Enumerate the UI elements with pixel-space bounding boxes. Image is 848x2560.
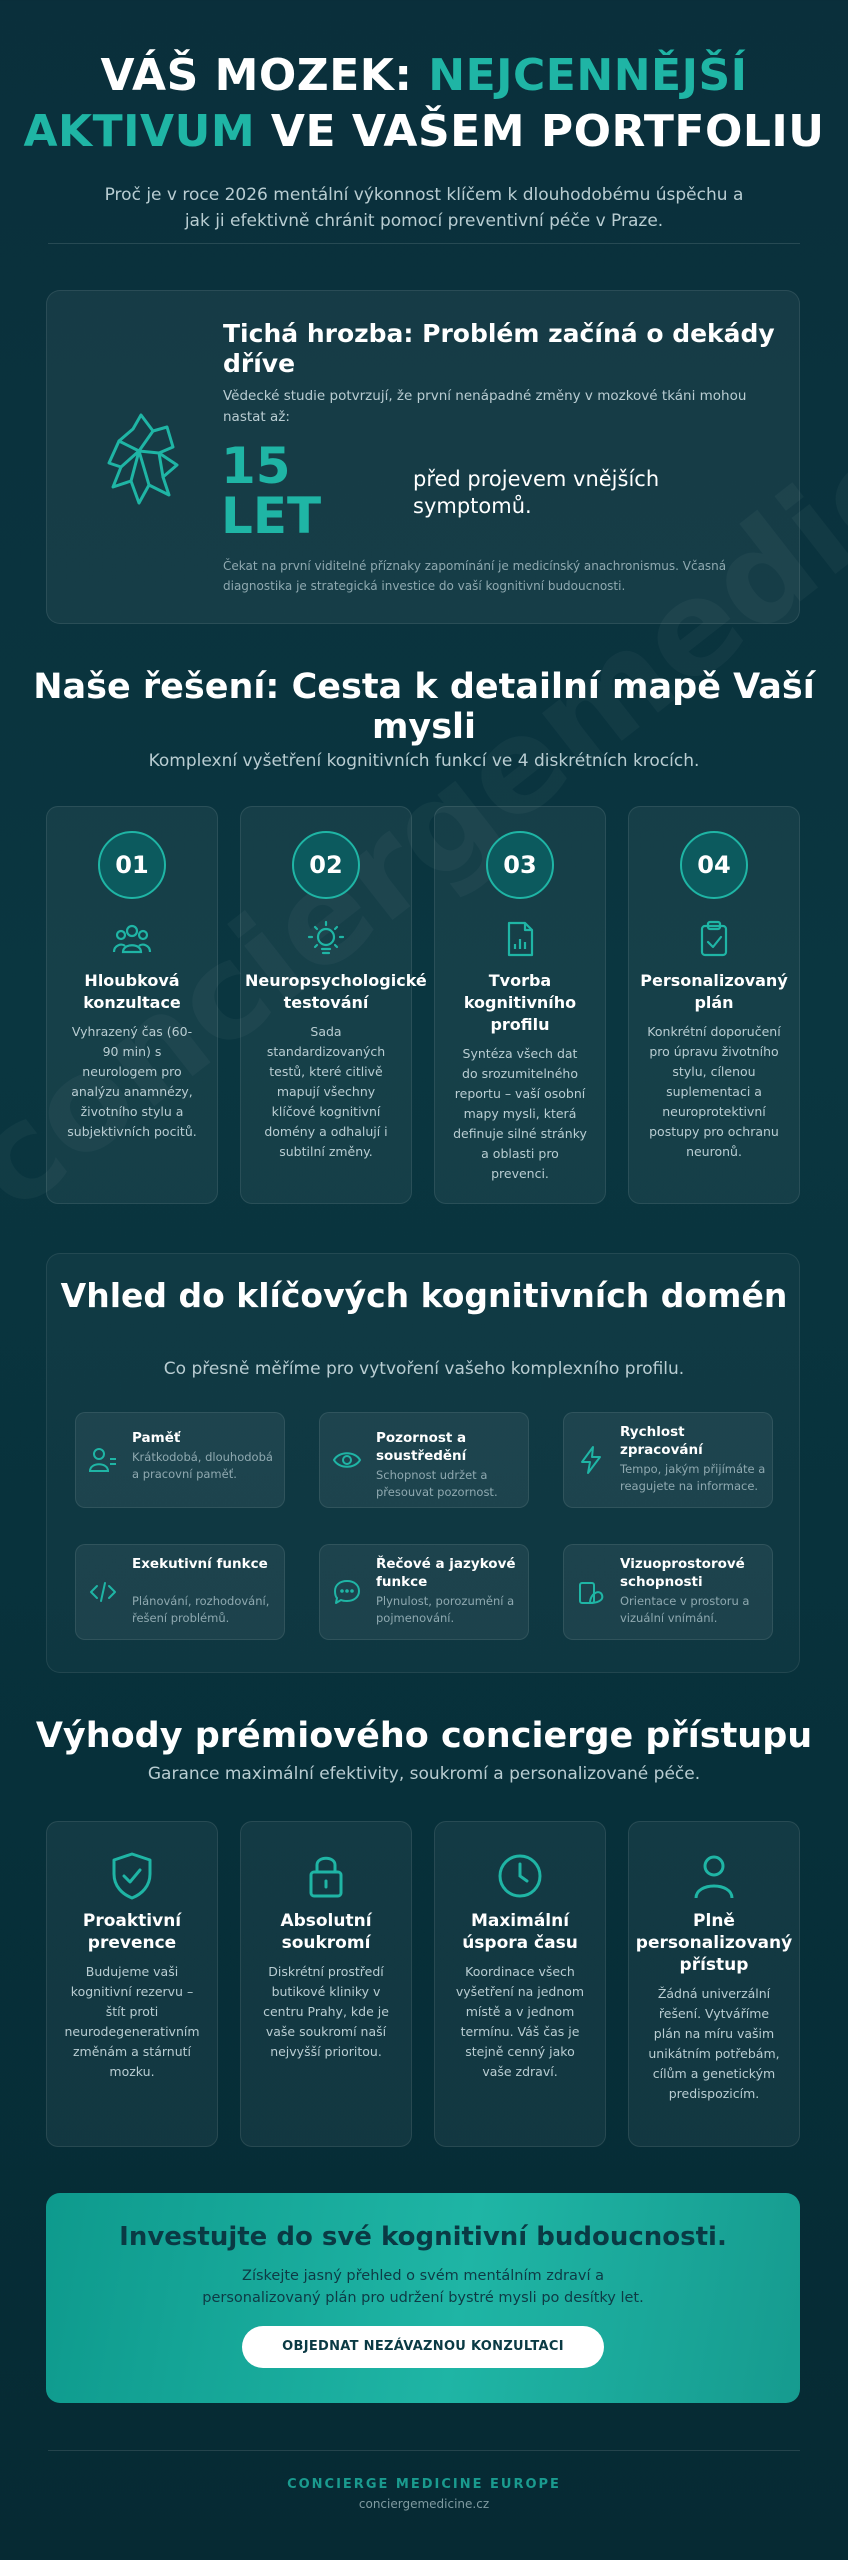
benefit-text: Budujeme vaši kognitivní rezervu – štít proti neurodegenerativním změnám a stárnutí mozku. [64, 1964, 200, 2079]
domain-name: Paměť [132, 1430, 181, 1446]
domains-subtitle: Co přesně měříme pro vytvoření vašeho komplexního profilu. [163, 1359, 685, 1379]
code-icon [88, 1577, 118, 1607]
domain-desc: Krátkodobá, dlouhodobá a pracovní paměť. [132, 1450, 273, 1481]
benefit-card-prevention [46, 1821, 218, 2147]
step-text: Vyhrazený čas (60-90 min) s neurologem pro analýzu anamnézy, životního stylu a subjektivních pocitů. [67, 1024, 197, 1139]
eye-icon [332, 1445, 362, 1475]
benefit-text: Koordinace všech vyšetření na jednom místě a v jednom termínu. Váš čas je stejně cenný jako vaše zdraví. [455, 1964, 585, 2079]
step-text: Konkrétní doporučení pro úpravu životního stylu, cílenou suplementaci a neuroprotektivní postupy pro ochranu neuronů. [647, 1024, 781, 1159]
domain-desc: Plynulost, porozumění a pojmenování. [376, 1594, 515, 1625]
step-text: Sada standardizovaných testů, které citlivě mapují všechny klíčové kognitivní domény a odhalují i subtilní změny. [264, 1024, 388, 1159]
domain-desc: Plánování, rozhodování, řešení problémů. [132, 1594, 270, 1625]
step-number: 03 [486, 831, 554, 899]
threat-card [46, 290, 800, 624]
step-card-3 [434, 806, 606, 1204]
step-title: Hloubková konzultace [83, 971, 181, 1012]
threat-note: Čekat na první viditelné příznaky zapomínání je medicínský anachronismus. Včasná diagnostika je strategická investice do vaší kognitivní budoucnosti. [223, 559, 727, 593]
benefit-text: Žádná univerzální řešení. Vytváříme plán na míru vašim unikátním potřebám, cílům a genetickým predispozicím. [648, 1986, 780, 2101]
threat-after-text: před projevem vnějších symptomů. [413, 467, 660, 518]
footer-brand: CONCIERGE MEDICINE EUROPE [287, 2477, 561, 2492]
footer-site-link[interactable]: conciergemedicine.cz [358, 2497, 490, 2511]
domain-name: Rychlost zpracování [620, 1424, 703, 1458]
benefits-title: Výhody prémiového concierge přístupu [35, 1716, 813, 1756]
clipboard-check-icon [694, 919, 734, 959]
book-consultation-button[interactable]: OBJEDNAT NEZÁVAZNOU KONZULTACI [242, 2326, 604, 2368]
cta-banner [46, 2193, 800, 2403]
benefit-text: Diskrétní prostředí butikové kliniky v centru Prahy, kde je vaše soukromí naší nejvyšší prioritou. [263, 1964, 389, 2059]
threat-number: 15 LET [221, 437, 322, 545]
lightbulb-icon [306, 919, 346, 959]
domain-card-language [319, 1544, 529, 1640]
benefit-title: Plně personalizovaný přístup [635, 1911, 793, 1975]
domains-panel [46, 1253, 800, 1673]
threat-text: Vědecké studie potvrzují, že první nenápadné změny v mozkové tkáni mohou nastat až: [223, 388, 747, 425]
solution-subtitle: Komplexní vyšetření kognitivních funkcí ve 4 diskrétních krocích. [148, 751, 700, 771]
domain-desc: Schopnost udržet a přesouvat pozornost. [376, 1468, 498, 1499]
solution-title: Naše řešení: Cesta k detailní mapě Vaší mysli [33, 667, 815, 747]
domain-card-speed [563, 1412, 773, 1508]
domain-name: Exekutivní funkce [132, 1556, 268, 1572]
domain-card-attention [319, 1412, 529, 1508]
step-title: Neuropsychologické testování [245, 971, 427, 1012]
domain-name: Řečové a jazykové funkce [376, 1556, 516, 1590]
divider [48, 2450, 800, 2451]
step-text: Syntéza všech dat do srozumitelného reportu – vaší osobní mapy mysli, která definuje silné stránky a oblasti pro prevenci. [453, 1046, 587, 1181]
benefit-card-time [434, 1821, 606, 2147]
domain-name: Pozornost a soustředění [376, 1430, 467, 1464]
chat-bubble-icon [332, 1577, 362, 1607]
step-title: Tvorba kognitivního profilu [463, 971, 577, 1034]
hero [0, 48, 848, 234]
domain-name: Vizuoprostorové schopnosti [620, 1556, 745, 1590]
domain-card-visuospatial [563, 1544, 773, 1640]
step-card-4 [628, 806, 800, 1204]
benefit-title: Maximální úspora času [462, 1911, 578, 1953]
lock-icon [298, 1848, 354, 1904]
users-icon [112, 919, 152, 959]
divider [48, 243, 800, 244]
report-icon [500, 919, 540, 959]
page-subtitle: Proč je v roce 2026 mentální výkonnost klíčem k dlouhodobému úspěchu a jak ji efektivně chránit pomocí preventivní péče v Praze. [104, 185, 744, 231]
benefit-card-personalized [628, 1821, 800, 2147]
domain-card-memory [75, 1412, 285, 1508]
cta-text: Získejte jasný přehled o svém mentálním zdraví a personalizovaný plán pro udržení bystré mysli po desítky let. [202, 2268, 644, 2306]
user-icon [686, 1848, 742, 1904]
step-number: 02 [292, 831, 360, 899]
threat-title: Tichá hrozba: Problém začíná o dekády dříve [223, 319, 775, 378]
lightning-icon [576, 1445, 606, 1475]
shapes-icon [576, 1577, 606, 1607]
clock-icon [492, 1848, 548, 1904]
benefit-title: Absolutní soukromí [280, 1911, 372, 1953]
step-card-1 [46, 806, 218, 1204]
step-title: Personalizovaný plán [640, 971, 788, 1012]
step-number: 01 [98, 831, 166, 899]
cta-title: Investujte do své kognitivní budoucnosti. [119, 2222, 727, 2252]
shield-check-icon [104, 1848, 160, 1904]
benefit-card-privacy [240, 1821, 412, 2147]
domain-desc: Orientace v prostoru a vizuální vnímání. [620, 1594, 750, 1625]
benefits-subtitle: Garance maximální efektivity, soukromí a personalizované péče. [147, 1764, 701, 1784]
brain-icon [97, 401, 187, 511]
domains-title: Vhled do klíčových kognitivních domén [60, 1276, 788, 1315]
person-memory-icon [88, 1445, 118, 1475]
domain-desc: Tempo, jakým přijímáte a reagujete na informace. [620, 1462, 766, 1493]
step-number: 04 [680, 831, 748, 899]
step-card-2 [240, 806, 427, 1204]
benefit-title: Proaktivní prevence [82, 1911, 182, 1953]
page-title: VÁŠ MOZEK: NEJCENNĚJŠÍ AKTIVUM VE VAŠEM PORTFOLIU [23, 50, 825, 157]
domain-card-executive [75, 1544, 285, 1640]
